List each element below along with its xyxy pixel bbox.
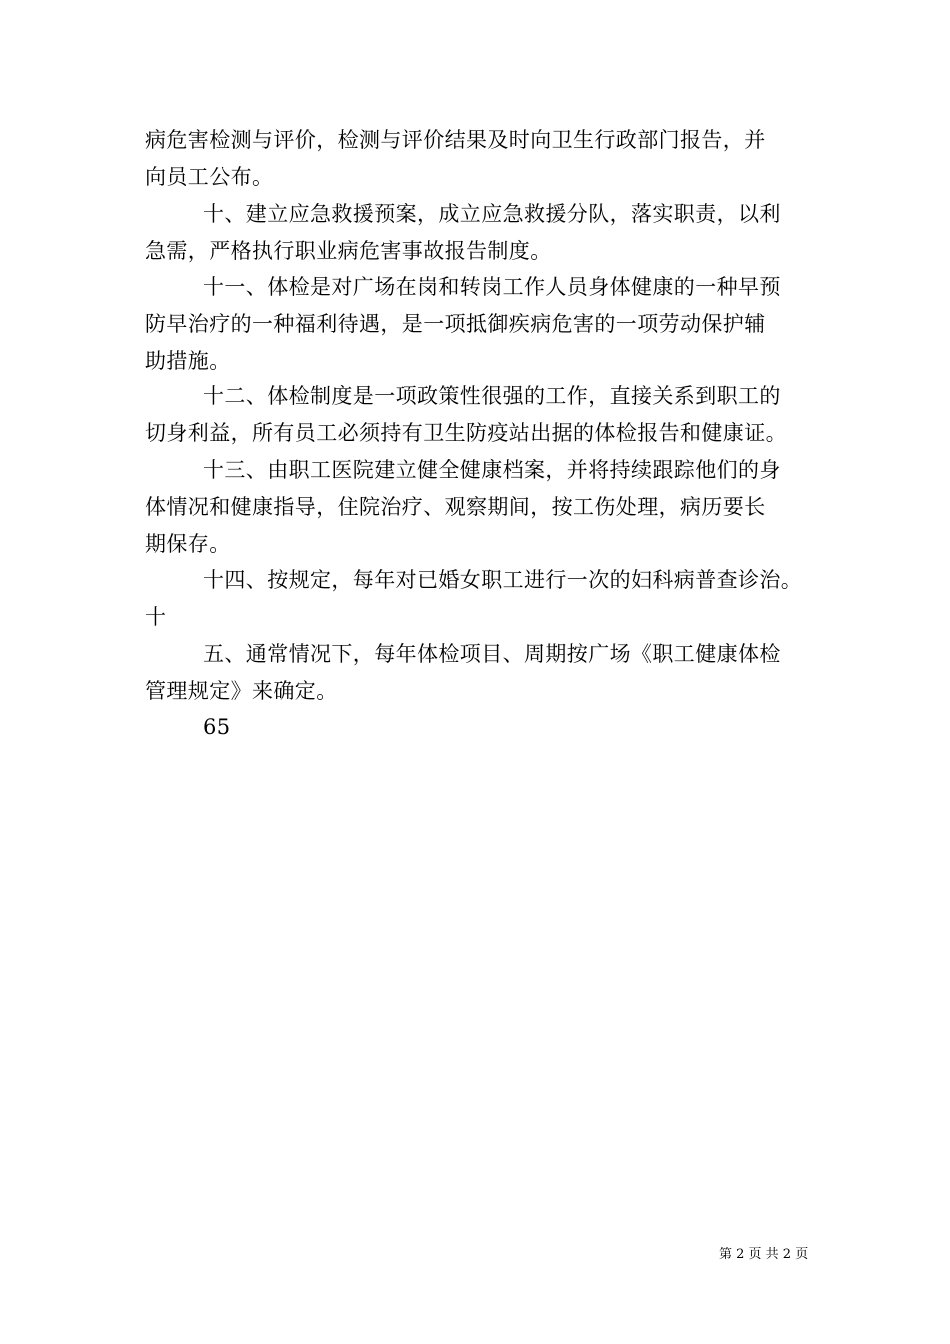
paragraph-14 (145, 562, 810, 636)
text-line: 防早治疗的一种福利待遇，是一项抵御疾病危害的一项劳动保护辅 (145, 312, 766, 336)
page-number-text (145, 709, 810, 746)
paragraph-10 (145, 196, 810, 270)
page-footer: 第 2 页 共 2 页 (719, 1247, 809, 1262)
text-line: 十 (145, 605, 167, 629)
text-line: 十、建立应急救援预案，成立应急救援分队，落实职责，以利 (203, 202, 781, 226)
text-line: 五、通常情况下，每年体检项目、周期按广场《职工健康体检 (203, 642, 781, 666)
text-line: 十二、体检制度是一项政策性很强的工作，直接关系到职工的 (203, 384, 781, 408)
paragraph-11 (145, 269, 810, 380)
text-line: 十四、按规定，每年对已婚女职工进行一次的妇科病普查诊治。 (203, 568, 803, 592)
text-line: 急需，严格执行职业病危害事故报告制度。 (145, 239, 552, 263)
text-line: 切身利益，所有员工必须持有卫生防疫站出据的体检报告和健康证。 (145, 421, 787, 445)
body-text (145, 122, 810, 196)
text-line: 助措施。 (145, 349, 231, 373)
paragraph-15 (145, 636, 810, 710)
text-line: 向员工公布。 (145, 165, 274, 189)
text-line: 体情况和健康指导，住院治疗、观察期间，按工伤处理，病历要长 (145, 495, 766, 519)
text-line: 期保存。 (145, 532, 231, 556)
paragraph-13 (145, 452, 810, 563)
text-line: 管理规定》来确定。 (145, 679, 338, 703)
text-line: 十三、由职工医院建立健全健康档案，并将持续跟踪他们的身 (203, 458, 781, 482)
paragraph-12 (145, 378, 810, 452)
text-line: 65 (203, 715, 231, 739)
text-line: 病危害检测与评价，检测与评价结果及时向卫生行政部门报告，并 (145, 128, 766, 152)
text-line: 十一、体检是对广场在岗和转岗工作人员身体健康的一种早预 (203, 275, 781, 299)
